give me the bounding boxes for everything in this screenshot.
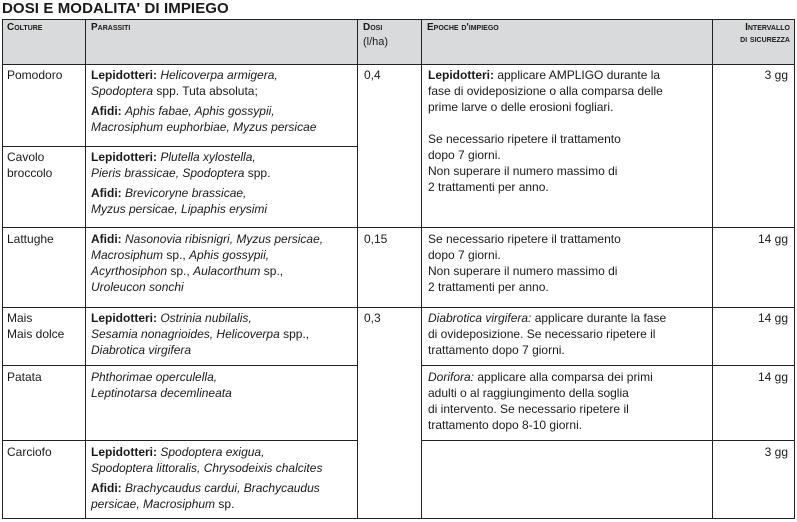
header-intervallo-2: di sicurezza xyxy=(740,34,790,45)
species-text: Uroleucon sonchi xyxy=(91,280,184,294)
header-epoche: Epoche d'impiego xyxy=(427,22,499,33)
col-divider-1 xyxy=(85,19,86,519)
species-text: Ostrinia nubilalis, xyxy=(160,311,252,325)
species-text: Pieris brassicae, Spodoptera xyxy=(91,166,245,180)
species-text: spp. xyxy=(244,166,271,180)
header-colture: Colture xyxy=(7,22,43,33)
intervallo-mais: 14 gg xyxy=(757,311,788,325)
epoca-label: Diabrotica virgifera: xyxy=(428,311,532,325)
coltura-pomodoro: Pomodoro xyxy=(7,68,63,82)
epoca-text: 2 trattamenti per anno. xyxy=(428,180,549,194)
species-text: spp., xyxy=(279,327,310,341)
row-divider-cavolo xyxy=(2,227,795,228)
col-divider-2 xyxy=(357,19,358,519)
species-text: Leptinotarsa decemlineata xyxy=(91,386,232,400)
epoca-text: applicare alla comparsa dei primi xyxy=(474,370,653,384)
dosage-table xyxy=(2,19,795,519)
row-divider-mais xyxy=(2,365,358,366)
species-text: spp. Tuta absoluta; xyxy=(153,84,258,98)
intervallo-carciofo: 3 gg xyxy=(764,445,788,459)
species-text: Helicoverpa armigera, xyxy=(160,68,278,82)
species-text: Macrosiphum euphorbiae, Myzus persicae xyxy=(91,120,317,134)
species-text: Macrosiphum xyxy=(91,248,164,262)
header-intervallo-1: Intervallo xyxy=(745,22,790,33)
species-text: sp., xyxy=(167,264,194,278)
row-divider-patata-right xyxy=(421,440,795,441)
dose-mais: 0,3 xyxy=(364,311,381,325)
epoca-text: applicare AMPLIGO durante la xyxy=(494,68,661,82)
afidi-label: Afidi: xyxy=(91,481,122,495)
epoca-text: Se necessario ripetere il trattamento xyxy=(428,232,621,246)
coltura-line: Cavolo xyxy=(7,150,45,164)
species-text: Spodoptera exigua, xyxy=(160,445,265,459)
species-text: Myzus persicae, Lipaphis erysimi xyxy=(91,202,268,216)
species-text: sp., xyxy=(163,248,190,262)
epoca-text: dopo 7 giorni. xyxy=(428,248,501,262)
species-text: Spodoptera littoralis, Chrysodeixis chalcites xyxy=(91,461,323,475)
species-text: sp., xyxy=(260,264,284,278)
col-divider-3 xyxy=(421,19,422,519)
epoca-mais xyxy=(428,310,710,358)
dose-lattughe: 0,15 xyxy=(364,232,388,246)
species-text: persicae, Macrosiphum xyxy=(91,497,216,511)
parassiti-pomodoro xyxy=(91,67,356,135)
epoca-text: fase di ovideposizione o alla comparsa delle xyxy=(428,84,663,98)
species-text: Acyrthosiphon xyxy=(91,264,168,278)
intervallo-pomodoro: 3 gg xyxy=(764,68,788,82)
epoca-text: trattamento dopo 7 giorni. xyxy=(428,343,565,357)
lep-label: Lepidotteri: xyxy=(91,150,157,164)
coltura-line: broccolo xyxy=(7,166,53,180)
afidi-label: Afidi: xyxy=(91,186,122,200)
row-divider-pomodoro xyxy=(2,146,358,147)
row-divider-patata xyxy=(2,440,358,441)
epoca-label: Lepidotteri: xyxy=(428,68,494,82)
border-left xyxy=(2,19,3,519)
header-bottom-line xyxy=(2,64,795,65)
row-divider-lattughe xyxy=(2,307,795,308)
lep-label: Lepidotteri: xyxy=(91,311,157,325)
epoca-text: 2 trattamenti per anno. xyxy=(428,280,549,294)
epoca-lattughe xyxy=(428,231,710,295)
header-parassiti: Parassiti xyxy=(91,22,131,33)
lep-label: Lepidotteri: xyxy=(91,68,157,82)
border-bottom xyxy=(2,518,795,519)
species-text: Brevicoryne brassicae, xyxy=(125,186,247,200)
species-text: Brachycaudus cardui, Brachycaudus xyxy=(125,481,320,495)
epoca-text: adulti o al raggiungimento della soglia xyxy=(428,386,629,400)
coltura-line: Mais dolce xyxy=(7,327,65,341)
species-text: Spodoptera xyxy=(91,84,154,98)
parassiti-lattughe xyxy=(91,231,356,295)
afidi-label: Afidi: xyxy=(91,104,122,118)
coltura-carciofo: Carciofo xyxy=(7,445,52,459)
epoca-patata xyxy=(428,369,710,433)
coltura-patata: Patata xyxy=(7,370,42,384)
parassiti-mais xyxy=(91,310,356,358)
dose-pomodoro: 0,4 xyxy=(364,68,381,82)
coltura-line: Mais xyxy=(7,311,33,325)
epoca-text: Non superare il numero massimo di xyxy=(428,264,618,278)
species-text: Nasonovia ribisnigri, Myzus persicae, xyxy=(125,232,324,246)
parassiti-cavolo xyxy=(91,149,356,217)
parassiti-carciofo xyxy=(91,444,356,512)
coltura-mais xyxy=(7,310,64,342)
epoca-text: di intervento. Se necessario ripetere il xyxy=(428,402,629,416)
species-text: Phthorimae operculella, xyxy=(91,370,218,384)
row-divider-mais-right xyxy=(421,365,795,366)
epoca-label: Dorifora: xyxy=(428,370,475,384)
species-text: sp. xyxy=(215,497,235,511)
epoca-text: prime larve o delle erosioni fogliari. xyxy=(428,100,614,114)
section-title: DOSI E MODALITA' DI IMPIEGO xyxy=(2,0,229,17)
epoca-pomodoro xyxy=(428,67,710,195)
border-right xyxy=(794,19,795,519)
epoca-text: trattamento dopo 8-10 giorni. xyxy=(428,418,583,432)
epoca-text: Se necessario ripetere il trattamento xyxy=(428,132,621,146)
species-text: Aphis fabae, Aphis gossypii, xyxy=(125,104,275,118)
species-text: Diabrotica virgifera xyxy=(91,343,192,357)
epoca-text: dopo 7 giorni. xyxy=(428,148,501,162)
intervallo-lattughe: 14 gg xyxy=(757,232,788,246)
parassiti-patata xyxy=(91,369,356,401)
lep-label: Lepidotteri: xyxy=(91,445,157,459)
coltura-lattughe: Lattughe xyxy=(7,232,54,246)
epoca-text: Non superare il numero massimo di xyxy=(428,164,618,178)
intervallo-patata: 14 gg xyxy=(757,370,788,384)
species-text: Plutella xylostella, xyxy=(160,150,256,164)
border-top xyxy=(2,19,795,20)
header-dosi-unit: (l/ha) xyxy=(363,36,389,48)
epoca-text: applicare durante la fase xyxy=(531,311,667,325)
coltura-cavolo xyxy=(7,149,52,181)
afidi-label: Afidi: xyxy=(91,232,122,246)
species-text: Aulacorthum xyxy=(193,264,261,278)
header-dosi: Dosi xyxy=(363,22,383,33)
epoca-text: di ovideposizione. Se necessario ripetere il xyxy=(428,327,656,341)
species-text: Aphis gossypii, xyxy=(189,248,270,262)
species-text: Sesamia nonagrioides, Helicoverpa xyxy=(91,327,280,341)
